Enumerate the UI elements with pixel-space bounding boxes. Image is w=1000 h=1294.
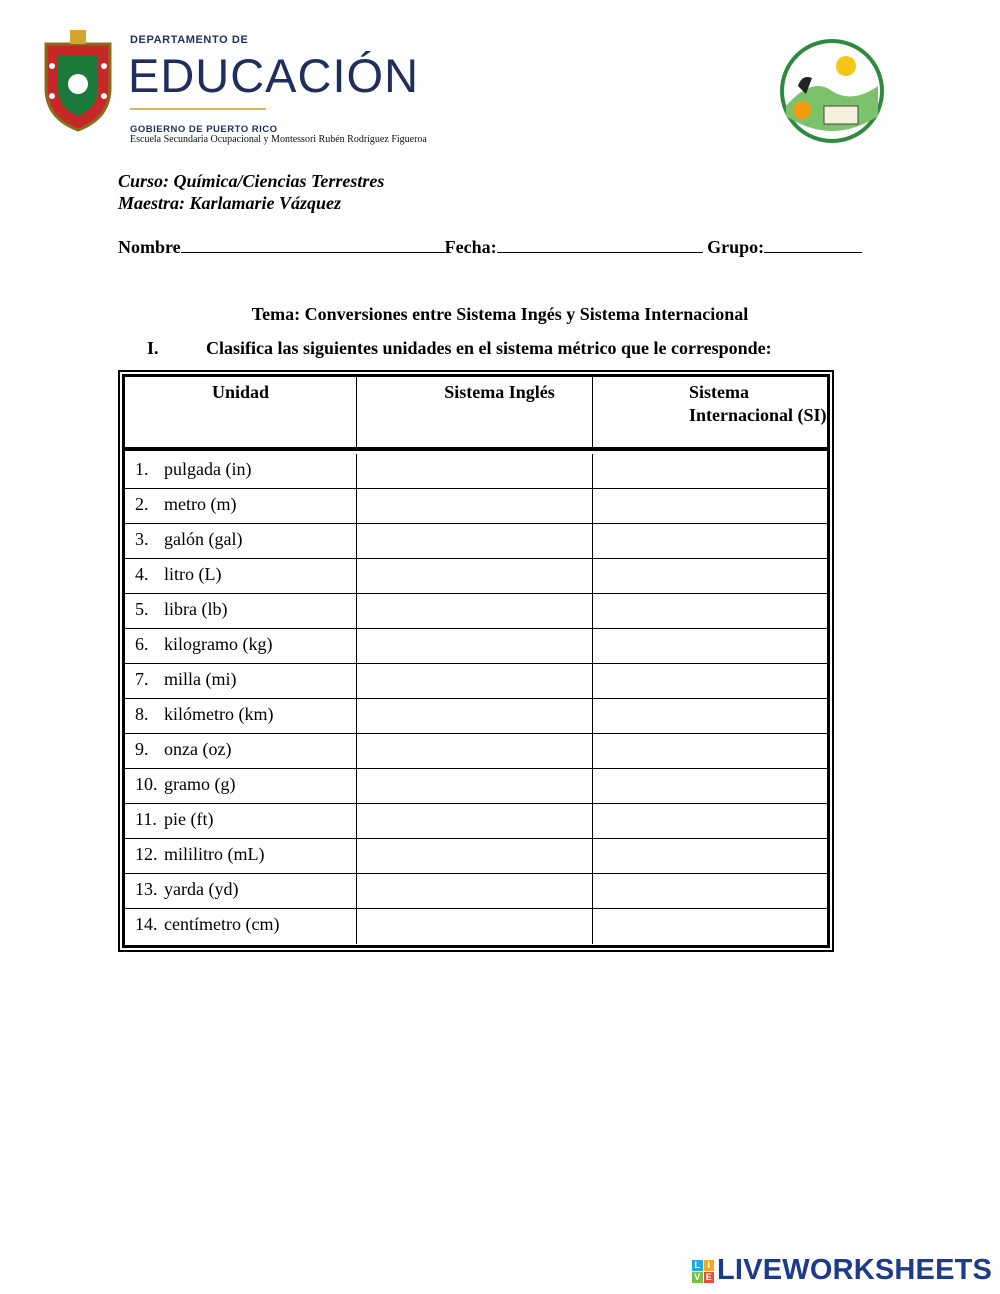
sistema-ingles-answer-cell[interactable] [357,734,593,768]
table-row [125,559,827,594]
header-sistema-ingles: Sistema Inglés [357,377,593,447]
table-row [125,769,827,804]
unit-cell [125,594,357,628]
section-instruction [147,338,772,359]
unit-cell [125,874,357,908]
sistema-ingles-answer-cell[interactable] [357,804,593,838]
classification-table [118,370,834,952]
unit-name: kilómetro (km) [164,704,274,724]
row-number: 14. [135,914,158,934]
unit-cell [125,804,357,838]
unit-cell [125,454,357,488]
unit-name: metro (m) [164,494,237,514]
unit-name: onza (oz) [164,739,232,759]
sistema-internacional-answer-cell[interactable] [593,734,827,768]
sistema-ingles-answer-cell[interactable] [357,874,593,908]
unit-cell [125,699,357,733]
sistema-ingles-answer-cell[interactable] [357,489,593,523]
sistema-internacional-answer-cell[interactable] [593,769,827,803]
unit-cell [125,489,357,523]
sistema-internacional-answer-cell[interactable] [593,839,827,873]
group-field[interactable] [764,236,862,253]
brand-text: LIVEWORKSHEETS [717,1254,993,1286]
unit-cell [125,909,357,944]
row-number: 3. [135,529,149,549]
unit-name: pie (ft) [164,809,214,829]
teacher-name: Maestra: Karlamarie Vázquez [118,193,342,213]
row-number: 13. [135,879,158,899]
unit-name: centímetro (cm) [164,914,280,934]
sistema-internacional-answer-cell[interactable] [593,594,827,628]
table-row [125,454,827,489]
sistema-internacional-answer-cell[interactable] [593,804,827,838]
sistema-internacional-answer-cell[interactable] [593,489,827,523]
row-number: 9. [135,739,149,759]
topic-title: Tema: Conversiones entre Sistema Ingés y Sistema Internacional [251,304,749,324]
sistema-internacional-answer-cell[interactable] [593,874,827,908]
row-number: 4. [135,564,149,584]
gold-divider [130,108,266,110]
sistema-internacional-answer-cell[interactable] [593,524,827,558]
row-number: 8. [135,704,149,724]
sistema-ingles-answer-cell[interactable] [357,909,593,944]
table-row [125,874,827,909]
sistema-ingles-answer-cell[interactable] [357,664,593,698]
sistema-ingles-answer-cell[interactable] [357,629,593,663]
sistema-ingles-answer-cell[interactable] [357,839,593,873]
row-number: 5. [135,599,149,619]
group-label: Grupo: [707,237,765,257]
unit-cell [125,839,357,873]
government-label: GOBIERNO DE PUERTO RICO [130,124,278,135]
liveworksheets-brand [692,1254,992,1287]
unit-name: galón (gal) [164,529,243,549]
school-emblem-logo [772,36,890,146]
row-number: 11. [135,809,157,829]
sistema-internacional-answer-cell[interactable] [593,909,827,944]
unit-cell [125,559,357,593]
row-number: 1. [135,459,149,479]
icon-tile: V [692,1272,703,1283]
icon-tile: L [692,1260,703,1271]
table-row [125,909,827,944]
sistema-internacional-answer-cell[interactable] [593,629,827,663]
header-sistema-internacional: Sistema Internacional (SI) [689,382,827,425]
unit-name: litro (L) [164,564,222,584]
table-row [125,664,827,699]
unit-name: libra (lb) [164,599,228,619]
sistema-ingles-answer-cell[interactable] [357,769,593,803]
sistema-ingles-answer-cell[interactable] [357,559,593,593]
date-field[interactable] [497,236,703,253]
table-header-row [125,377,827,451]
sistema-internacional-answer-cell[interactable] [593,454,827,488]
sistema-ingles-answer-cell[interactable] [357,594,593,628]
unit-cell [125,524,357,558]
unit-name: milla (mi) [164,669,237,689]
department-label: DEPARTAMENTO DE [130,34,249,46]
icon-tile: I [704,1260,715,1271]
sistema-ingles-answer-cell[interactable] [357,454,593,488]
unit-name: gramo (g) [164,774,236,794]
puerto-rico-coat-of-arms-logo [36,26,120,132]
row-number: 12. [135,844,158,864]
unit-name: mililitro (mL) [164,844,265,864]
row-number: 10. [135,774,158,794]
table-row [125,489,827,524]
table-row [125,734,827,769]
sistema-ingles-answer-cell[interactable] [357,699,593,733]
unit-name: yarda (yd) [164,879,239,899]
sistema-ingles-answer-cell[interactable] [357,524,593,558]
name-label: Nombre [118,237,181,257]
school-name: Escuela Secundaria Ocupacional y Montessori Rubén Rodríguez Figueroa [130,134,427,145]
unit-name: pulgada (in) [164,459,252,479]
table-row [125,839,827,874]
row-number: 7. [135,669,149,689]
sistema-internacional-answer-cell[interactable] [593,559,827,593]
sistema-internacional-answer-cell[interactable] [593,664,827,698]
header-unidad: Unidad [125,377,357,447]
row-number: 2. [135,494,149,514]
table-body [125,454,827,944]
student-info-line [118,236,862,258]
sistema-internacional-answer-cell[interactable] [593,699,827,733]
unit-cell [125,629,357,663]
unit-name: kilogramo (kg) [164,634,273,654]
unit-cell [125,769,357,803]
department-title: EDUCACIÓN [128,49,420,102]
icon-tile: E [704,1272,715,1283]
row-number: 6. [135,634,149,654]
unit-cell [125,734,357,768]
instruction-text: Clasifica las siguientes unidades en el sistema métrico que le corresponde: [206,338,772,358]
unit-cell [125,664,357,698]
table-row [125,629,827,664]
table-row [125,699,827,734]
table-row [125,804,827,839]
name-field[interactable] [181,236,445,253]
course-info [118,170,384,214]
course-name: Curso: Química/Ciencias Terrestres [118,171,385,191]
table-row [125,594,827,629]
date-label: Fecha: [444,237,497,257]
liveworksheets-icon [692,1260,714,1282]
table-row [125,524,827,559]
section-number: I. [147,338,159,358]
